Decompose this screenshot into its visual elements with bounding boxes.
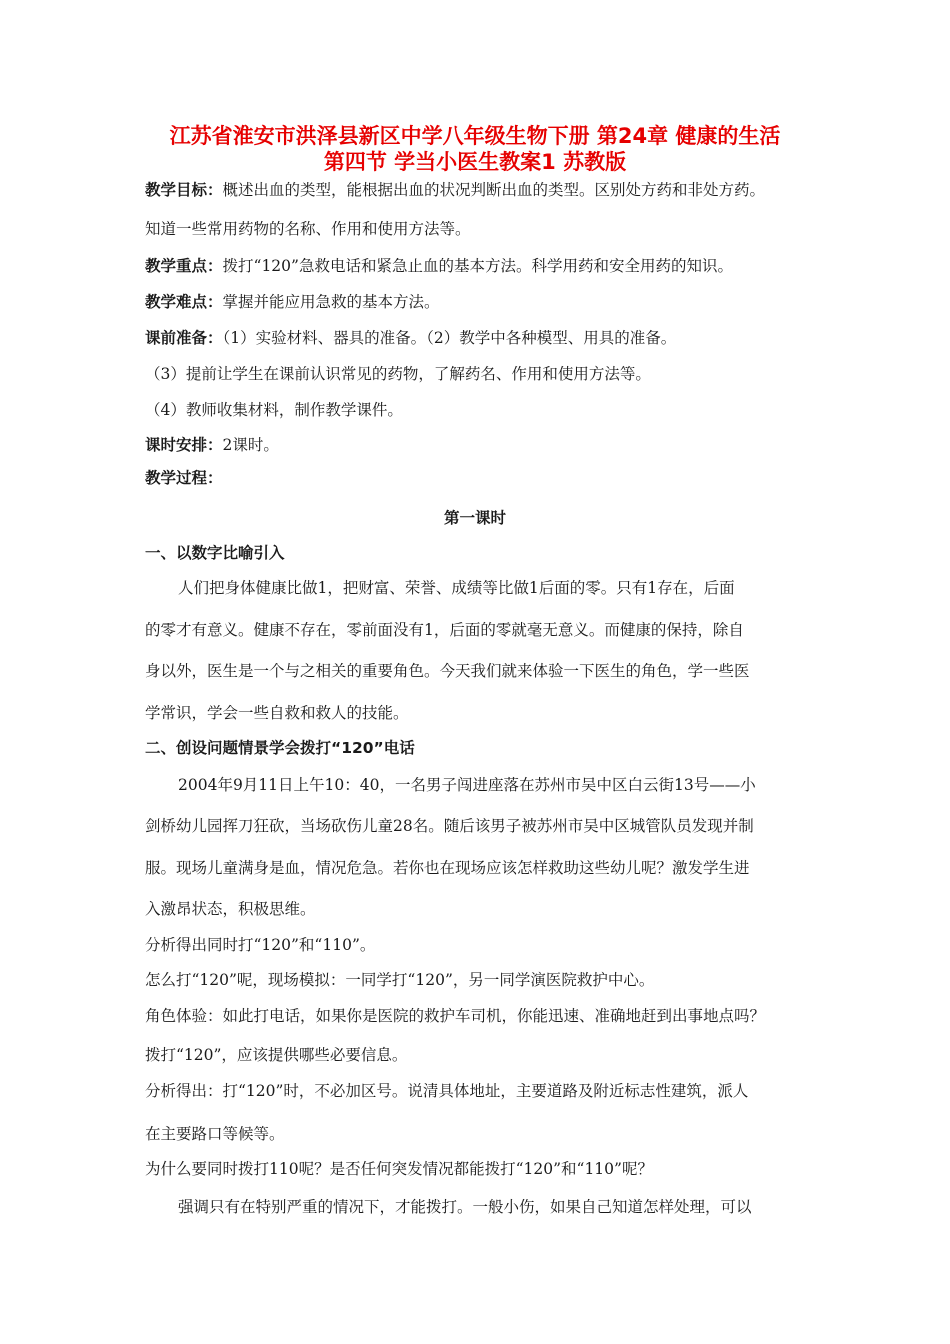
paragraph-line: 服。现场儿童满身是血，情况危急。若你也在现场应该怎样救助这些幼儿呢？激发学生进: [145, 859, 750, 877]
meta-key-points: [145, 256, 815, 276]
meta-preparation-3: [145, 364, 815, 384]
meta-label: 教学目标：: [145, 181, 223, 199]
meta-objectives-cont: [145, 219, 815, 239]
section-2-heading: 二、创设问题情景学会拨打“120”电话: [145, 739, 415, 757]
meta-text: 拨打“120”急救电话和紧急止血的基本方法。科学用药和安全用药的知识。: [222, 257, 733, 275]
meta-schedule: [145, 435, 815, 455]
meta-text: 2课时。: [222, 436, 279, 454]
meta-label: 教学重点：: [145, 257, 223, 275]
paragraph-line: 身以外，医生是一个与之相关的重要角色。今天我们就来体验一下医生的角色，学一些医: [145, 662, 750, 680]
paragraph-line: 入激昂状态，积极思维。: [145, 900, 316, 918]
meta-text: 知道一些常用药物的名称、作用和使用方法等。: [145, 220, 471, 238]
paragraph-line: 角色体验：如此打电话，如果你是医院的救护车司机，你能迅速、准确地赶到出事地点吗？: [145, 1007, 766, 1025]
meta-text: （3）提前让学生在课前认识常见的药物，了解药名、作用和使用方法等。: [145, 365, 651, 383]
paragraph-line: 人们把身体健康比做1，把财富、荣誉、成绩等比做1后面的零。只有1存在，后面: [178, 579, 735, 597]
meta-difficulties: [145, 292, 815, 312]
meta-text: （4）教师收集材料，制作教学课件。: [145, 401, 403, 419]
paragraph-line: 强调只有在特别严重的情况下，才能拨打。一般小伤，如果自己知道怎样处理，可以: [178, 1198, 752, 1216]
meta-preparation: [145, 328, 815, 348]
paragraph-line: 的零才有意义。健康不存在，零前面没有1，后面的零就毫无意义。而健康的保持，除自: [145, 621, 744, 639]
meta-label: 教学难点：: [145, 293, 223, 311]
paragraph-line: 在主要路口等候等。: [145, 1125, 285, 1143]
document-title-line-1: 江苏省淮安市洪泽县新区中学八年级生物下册 第24章 健康的生活: [169, 124, 781, 148]
meta-objectives: [145, 180, 815, 200]
meta-text: （1）实验材料、器具的准备。（2）教学中各种模型、用具的准备。: [222, 329, 677, 347]
meta-label: 教学过程：: [145, 469, 223, 487]
paragraph-line: 2004年9月11日上午10：40，一名男子闯进座落在苏州市吴中区白云街13号——小: [178, 776, 756, 794]
lesson-title: 第一课时: [443, 509, 506, 527]
document-title-line-2: 第四节 学当小医生教案1 苏教版: [323, 150, 627, 174]
meta-text: 掌握并能应用急救的基本方法。: [222, 293, 440, 311]
paragraph-line: 剑桥幼儿园挥刀狂砍，当场砍伤儿童28名。随后该男子被苏州市吴中区城管队员发现并制: [145, 817, 754, 835]
meta-label: 课前准备：: [145, 329, 223, 347]
paragraph-line: 分析得出同时打“120”和“110”。: [145, 936, 376, 954]
paragraph-line: 怎么打“120”呢，现场模拟：一同学打“120”，另一同学演医院救护中心。: [145, 971, 655, 989]
paragraph-line: 分析得出：打“120”时，不必加区号。说清具体地址，主要道路及附近标志性建筑，派人: [145, 1082, 749, 1100]
meta-process: [145, 468, 815, 488]
paragraph-line: 拨打“120”，应该提供哪些必要信息。: [145, 1046, 408, 1064]
meta-label: 课时安排：: [145, 436, 223, 454]
meta-text: 概述出血的类型，能根据出血的状况判断出血的类型。区别处方药和非处方药。: [222, 181, 766, 199]
paragraph-line: 为什么要同时拨打110呢？是否任何突发情况都能拨打“120”和“110”呢？: [145, 1160, 653, 1178]
section-1-heading: 一、以数字比喻引入: [145, 544, 285, 562]
paragraph-line: 学常识，学会一些自救和救人的技能。: [145, 704, 409, 722]
meta-preparation-4: [145, 400, 815, 420]
